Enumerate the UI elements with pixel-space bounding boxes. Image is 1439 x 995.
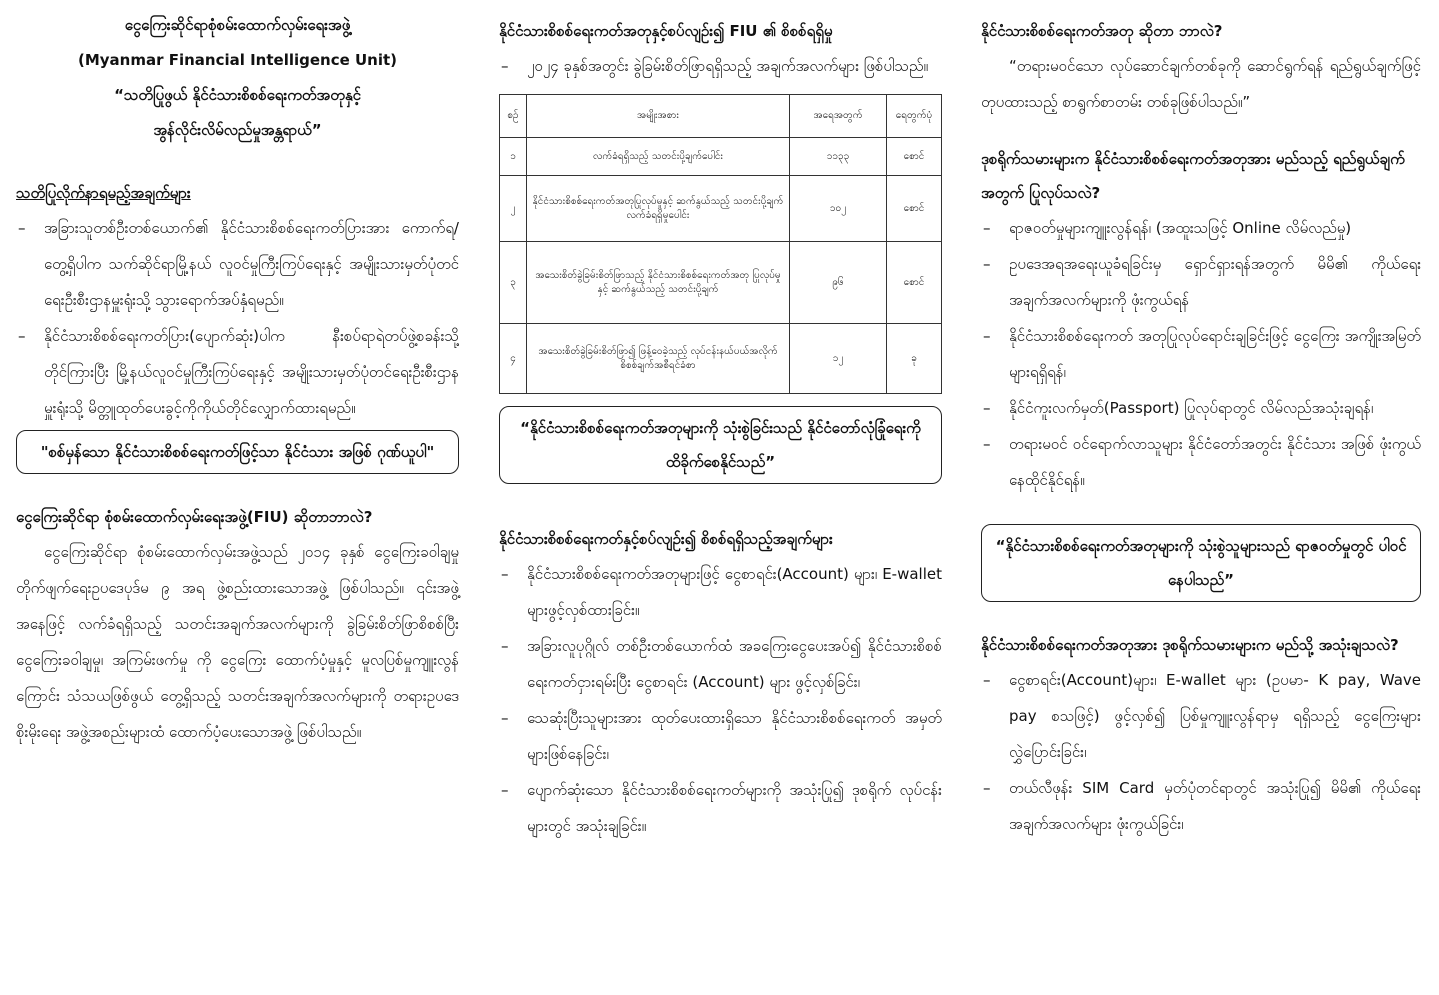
dash-bullet-icon: –	[983, 671, 991, 689]
list-item-text: တယ်လီဖုန်း SIM Card မှတ်ပုံတင်ရာတွင် အသုံးပြု၍ မိမိ၏ ကိုယ်ရေးအချက်အလက်များ ဖုံးကွယ်ခြင်း၊	[1009, 779, 1421, 833]
list-item-text: အခြားလူပုဂ္ဂိုလ် တစ်ဦးတစ်ယောက်ထံ အခကြေးငွေပေးအပ်၍ နိုင်ငံသားစိစစ်ရေးကတ်ငှားရမ်းပြီး ငွေစာရင်း (Account) များ ဖွင့်လှစ်ခြင်း၊	[527, 637, 942, 691]
table-cell: အသေးစိတ်ခွဲခြမ်းစိတ်ဖြာသည့် နိုင်ငံသားစိစစ်ရေးကတ်အတု ပြုလုပ်မှုနှင့် ဆက်နွယ်သည့် သတင်းပို့ချက်	[527, 242, 790, 324]
list-item-text: အခြားသူတစ်ဦးတစ်ယောက်၏ နိုင်ငံသားစိစစ်ရေးကတ်ပြားအား ကောက်ရ/တွေ့ရှိပါက သက်ဆိုင်ရာမြို့နယ် လူဝင်မှုကြီးကြပ်ရေးနှင့် အမျိုးသားမှတ်ပုံတင်ရေးဦးစီးဌာနမှူးရုံးသို့ သွားရောက်အပ်နှံရမည်။	[44, 219, 459, 309]
callout-box: “နိုင်ငံသားစိစစ်ရေးကတ်အတုများကို သုံးစွဲခြင်းသည် နိုင်ငံတော်လုံခြုံရေးကို ထိခိုက်စေနိုင်သည်”	[499, 406, 942, 484]
findings-intro-list	[499, 48, 942, 84]
table-cell: ၁၀၂	[790, 176, 887, 242]
dash-bullet-icon: –	[501, 781, 509, 799]
list-item	[981, 318, 1421, 390]
table-header-row	[500, 95, 942, 138]
list-item	[499, 700, 942, 772]
section-heading-what-is-fiu: ငွေကြေးဆိုင်ရာ စုံစမ်းထောက်လှမ်းရေးအဖွဲ့(FIU) ဆိုတာဘာလဲ?	[16, 508, 373, 526]
list-item	[981, 246, 1421, 318]
column-header-unit: ရေတွက်ပုံ	[887, 95, 942, 138]
column-left	[16, 14, 459, 750]
spacer	[16, 154, 459, 176]
dash-bullet-icon: –	[983, 219, 991, 237]
table-cell: အသေးစိတ်ခွဲခြမ်းစိတ်ဖြာ၍ ဖြန့်ဝေခဲ့သည့် လုပ်ငန်းနယ်ပယ်အလိုက် စိစစ်ချက်အစီရင်ခံစာ	[527, 324, 790, 394]
list-item-text: နိုင်ငံသားစိစစ်ရေးကတ်ပြား(ပျောက်ဆုံး)ပါက နီးစပ်ရာရဲတပ်ဖွဲ့စခန်းသို့ တိုင်ကြားပြီး မြို့နယ်လူဝင်မှုကြီးကြပ်ရေးနှင့် အမျိုးသားမှတ်ပုံတင်ရေးဦးစီးဌာနမှူးရုံးသို့ မိတ္တူထုတ်ပေးခွင့်ကိုကိုယ်တိုင်လျှောက်ထားရမည်။	[44, 327, 459, 417]
org-title-english: (Myanmar Financial Intelligence Unit)	[77, 51, 398, 69]
column-header-count: အရေအတွက်	[790, 95, 887, 138]
list-item	[16, 210, 459, 318]
table-row	[500, 138, 942, 176]
leaflet-title-block	[16, 14, 459, 141]
list-item-text: တရားမဝင် ဝင်ရောက်လာသူများ နိုင်ငံတော်အတွင်း နိုင်ငံသား အဖြစ် ဖုံးကွယ်နေထိုင်နိုင်ရန်။	[1009, 435, 1421, 489]
list-item-text: သေဆုံးပြီးသူများအား ထုတ်ပေးထားရှိသော နိုင်ငံသားစိစစ်ရေးကတ် အမှတ်များဖြစ်နေခြင်း၊	[527, 709, 942, 763]
callout-box: "စစ်မှန်သော နိုင်ငံသားစိစစ်ရေးကတ်ဖြင့်သာ နိုင်ငံသား အဖြစ် ဂုဏ်ယူပါ"	[16, 430, 459, 474]
statistics-table	[499, 94, 942, 394]
spacer	[16, 478, 459, 500]
table-row	[500, 324, 942, 394]
list-item	[981, 390, 1421, 426]
table-cell: လက်ခံရရှိသည့် သတင်းပို့ချက်ပေါင်း	[527, 138, 790, 176]
purposes-list	[981, 210, 1421, 498]
table-cell: စောင်	[887, 138, 942, 176]
list-item	[499, 772, 942, 844]
section-heading-fiu-findings: နိုင်ငံသားစိစစ်ရေးကတ်အတုနှင့်စပ်လျဉ်း၍ FIU ၏ စိစစ်ရရှိမှု	[499, 22, 833, 40]
dash-bullet-icon: –	[983, 435, 991, 453]
list-item	[499, 556, 942, 628]
column-header-serial: စဉ်	[500, 95, 527, 138]
list-item	[499, 48, 942, 84]
section-heading-precautions: သတိပြုလိုက်နာရမည့်အချက်များ	[16, 184, 191, 202]
dash-bullet-icon: –	[501, 57, 509, 75]
dash-bullet-icon: –	[501, 637, 509, 655]
column-middle	[499, 14, 942, 844]
list-item	[16, 318, 459, 426]
table-row	[500, 242, 942, 324]
table-row	[500, 176, 942, 242]
spacer	[981, 606, 1421, 628]
section-heading-criminal-purposes: ဒုစရိုက်သမားများက နိုင်ငံသားစိစစ်ရေးကတ်အတုအား မည်သည့် ရည်ရွယ်ချက်အတွက် ပြုလုပ်သလဲ?	[981, 150, 1405, 202]
findings-list	[499, 556, 942, 844]
table-cell: ၁၁၃၃	[790, 138, 887, 176]
campaign-title-line-1: “သတိပြုဖွယ် နိုင်ငံသားစိစစ်ရေးကတ်အတုနှင့်	[114, 86, 361, 104]
campaign-title-line-2: အွန်လိုင်းလိမ်လည်မှုအန္တရာယ်”	[153, 121, 322, 139]
table-cell: ၁၂	[790, 324, 887, 394]
table-cell: ၄	[500, 324, 527, 394]
fiu-description: ငွေကြေးဆိုင်ရာ စုံစမ်းထောက်လှမ်းအဖွဲ့သည် ၂၀၁၄ ခုနှစ် ငွေကြေးခဝါချမှုတိုက်ဖျက်ရေးဥပဒေပုဒ်မ ၉ အရ ဖွဲ့စည်းထားသောအဖွဲ့ ဖြစ်ပါသည်။ ၎င်းအဖွဲ့အနေဖြင့် လက်ခံရရှိသည့် သတင်းအချက်အလက်များကို ခွဲခြမ်းစိတ်ဖြာစိစစ်ပြီး ငွေကြေးခဝါချမှု၊ အကြမ်းဖက်မှု ကို ငွေကြေး ထောက်ပံ့မှုနှင့် မူလပြစ်မှုကျူးလွန်ကြောင်း သံသယဖြစ်ဖွယ် တွေ့ရှိသည့် သတင်းအချက်အလက်များကို တရားဥပဒေစိုးမိုးရေး အဖွဲ့အစည်းများထံ ထောက်ပံ့ပေးသောအဖွဲ့ ဖြစ်ပါသည်။	[16, 543, 459, 741]
spacer	[981, 120, 1421, 142]
section-heading-how-used: နိုင်ငံသားစိစစ်ရေးကတ်အတုအား ဒုစရိုက်သမားများက မည်သို့ အသုံးချသလဲ?	[981, 636, 1399, 654]
table-cell: ခု	[887, 324, 942, 394]
list-item-text: နိုင်ငံကူးလက်မှတ်(Passport) ပြုလုပ်ရာတွင် လိမ်လည်အသုံးချရန်၊	[1009, 399, 1374, 417]
list-item-text: ရာဇဝတ်မှုများကျူးလွန်ရန်၊ (အထူးသဖြင့် Online လိမ်လည်မှု)	[1009, 219, 1352, 237]
dash-bullet-icon: –	[983, 327, 991, 345]
dash-bullet-icon: –	[18, 219, 26, 237]
callout-box: “နိုင်ငံသားစိစစ်ရေးကတ်အတုများကို သုံးစွဲသူများသည် ရာဇဝတ်မှုတွင် ပါဝင်နေပါသည်”	[981, 524, 1421, 602]
list-item-text: နိုင်ငံသားစိစစ်ရေးကတ်အတုများဖြင့် ငွေစာရင်း(Account) များ၊ E-wallet များဖွင့်လှစ်ထားခြင်း။	[527, 565, 942, 619]
table-cell: စောင်	[887, 242, 942, 324]
list-item	[499, 628, 942, 700]
dash-bullet-icon: –	[983, 399, 991, 417]
list-item-text: ၂၀၂၄ ခုနှစ်အတွင်း ခွဲခြမ်းစိတ်ဖြာရရှိသည့် အချက်အလက်များ ဖြစ်ပါသည်။	[527, 57, 929, 75]
org-title: ငွေကြေးဆိုင်ရာစုံစမ်းထောက်လှမ်းရေးအဖွဲ့	[124, 16, 351, 34]
list-item	[981, 770, 1421, 842]
section-heading-what-is-fake-card: နိုင်ငံသားစိစစ်ရေးကတ်အတု ဆိုတာ ဘာလဲ?	[981, 22, 1223, 40]
section-heading-findings-list: နိုင်ငံသားစိစစ်ရေးကတ်နှင့်စပ်လျဉ်း၍ စိစစ်ရရှိသည့်အချက်များ	[499, 530, 833, 548]
column-header-type: အမျိုးအစား	[527, 95, 790, 138]
table-cell: ၃	[500, 242, 527, 324]
table-cell: ၁	[500, 138, 527, 176]
list-item	[981, 426, 1421, 498]
usage-list	[981, 662, 1421, 842]
spacer	[499, 488, 942, 522]
list-item-text: ငွေစာရင်း(Account)များ၊ E-wallet များ (ဥပမာ- K pay, Wave pay စသဖြင့်) ဖွင့်လှစ်၍ ပြစ်မှုကျူးလွန်ရာမှ ရရှိသည့် ငွေကြေးများ လွှဲပြောင်းခြင်း၊	[1009, 671, 1421, 761]
dash-bullet-icon: –	[501, 565, 509, 583]
dash-bullet-icon: –	[983, 255, 991, 273]
list-item-text: နိုင်ငံသားစိစစ်ရေးကတ် အတုပြုလုပ်ရောင်းချခြင်းဖြင့် ငွေကြေး အကျိုးအမြတ်များရရှိရန်၊	[1009, 327, 1421, 381]
list-item	[981, 662, 1421, 770]
spacer	[981, 498, 1421, 520]
table-cell: ၂	[500, 176, 527, 242]
fake-card-definition: “တရားမဝင်သော လုပ်ဆောင်ချက်တစ်ခုကို ဆောင်ရွက်ရန် ရည်ရွယ်ချက်ဖြင့် တုပထားသည့် စာရွက်စာတမ်း တစ်ခုဖြစ်ပါသည်။”	[981, 57, 1421, 111]
list-item-text: ပျောက်ဆုံးသော နိုင်ငံသားစိစစ်ရေးကတ်များကို အသုံးပြု၍ ဒုစရိုက် လုပ်ငန်းများတွင် အသုံးချခြင်း။	[527, 781, 942, 835]
table-cell: ၉၆	[790, 242, 887, 324]
dash-bullet-icon: –	[501, 709, 509, 727]
table-cell: စောင်	[887, 176, 942, 242]
table-cell: နိုင်ငံသားစိစစ်ရေးကတ်အတုပြုလုပ်မှုနှင့် ဆက်နွယ်သည့် သတင်းပို့ချက် လက်ခံရရှိမှုပေါင်း	[527, 176, 790, 242]
dash-bullet-icon: –	[983, 779, 991, 797]
list-item	[981, 210, 1421, 246]
list-item-text: ဥပဒေအရအရေးယူခံရခြင်းမှ ရှောင်ရှားရန်အတွက် မိမိ၏ ကိုယ်ရေး အချက်အလက်များကို ဖုံးကွယ်ရန်	[1009, 255, 1421, 309]
column-right	[981, 14, 1421, 842]
precautions-list	[16, 210, 459, 426]
dash-bullet-icon: –	[18, 327, 26, 345]
